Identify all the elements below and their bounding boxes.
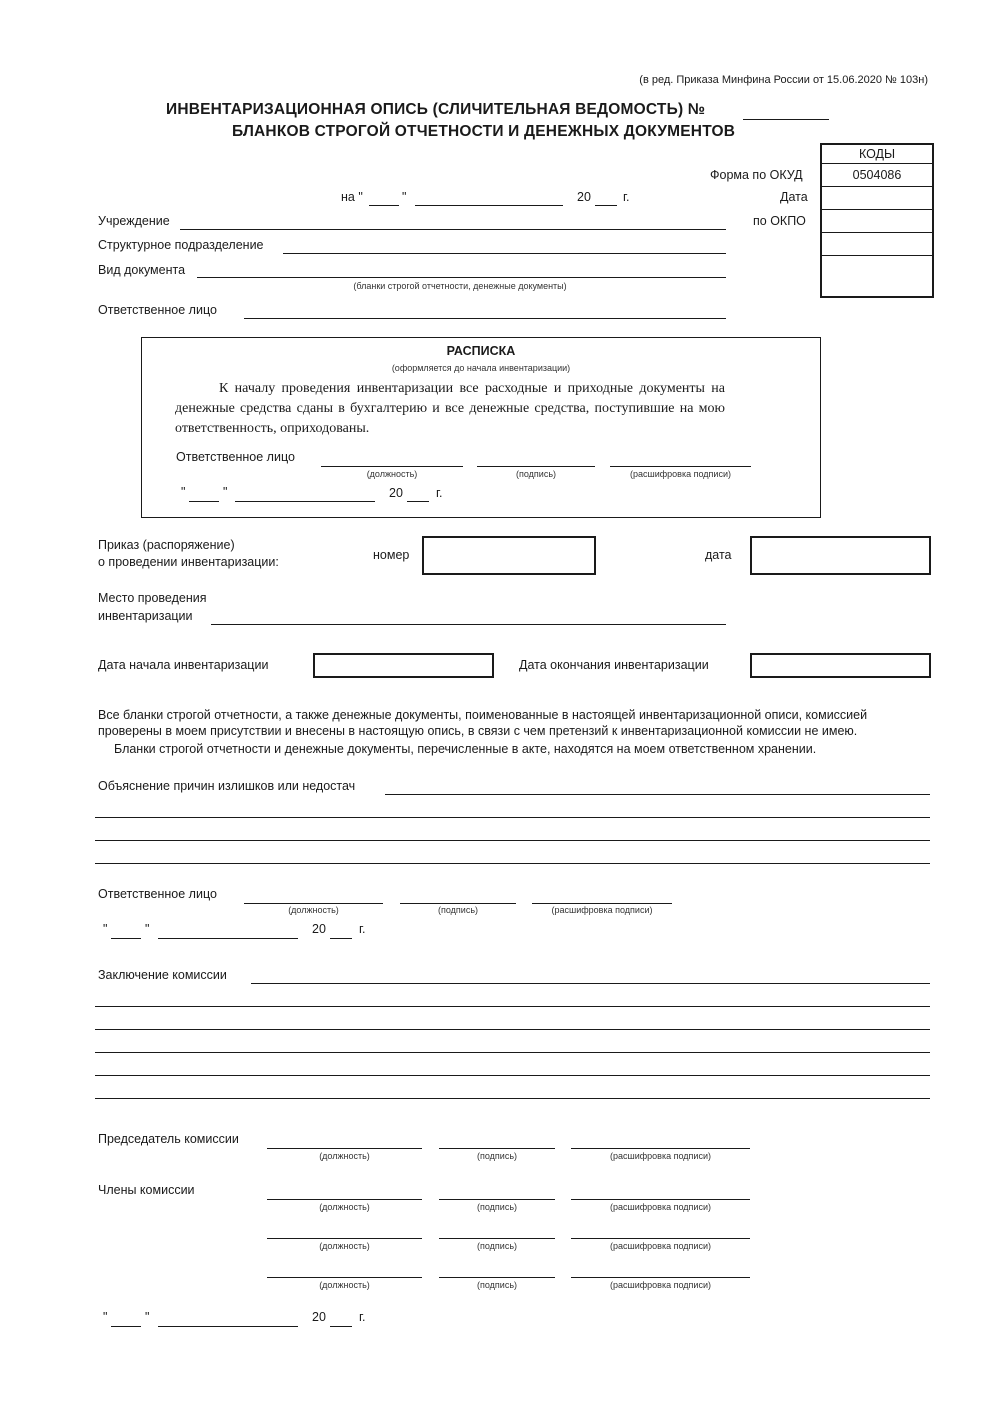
chair-signature-field[interactable]	[439, 1148, 555, 1149]
start-date-field[interactable]	[313, 653, 494, 678]
order-number-field[interactable]	[422, 536, 596, 575]
responsible2-signature-field[interactable]	[400, 903, 516, 904]
responsible2-year-suffix: г.	[359, 922, 366, 936]
statement-para1: Все бланки строгой отчетности, а также денежные документы, поименованные в настоящей инвентаризационной описи, комиссией проверены в моем присутствии и внесены в настоящую опись, в связи с чем претензий к инвентаризационной комиссии не имею.	[98, 708, 868, 738]
receipt-responsible-label: Ответственное лицо	[176, 450, 295, 464]
conclusion-field-6[interactable]	[95, 1098, 930, 1099]
edition-note: (в ред. Приказа Минфина России от 15.06.2020 № 103н)	[639, 74, 928, 86]
receipt-quote-close: "	[223, 485, 228, 499]
commission-day-field[interactable]	[111, 1326, 141, 1327]
receipt-signature-field[interactable]	[477, 466, 595, 467]
member3-signature-field[interactable]	[439, 1277, 555, 1278]
form-title-line2: БЛАНКОВ СТРОГОЙ ОТЧЕТНОСТИ И ДЕНЕЖНЫХ ДОКУМЕНТОВ	[232, 123, 736, 140]
okud-code-cell: 0504086	[822, 164, 932, 187]
explanation-field-1[interactable]	[385, 794, 930, 795]
institution-field[interactable]	[180, 229, 726, 230]
receipt-year-suffix: г.	[436, 486, 443, 500]
okpo-label: по ОКПО	[753, 214, 806, 228]
date-code-label: Дата	[780, 190, 808, 204]
codes-header: КОДЫ	[822, 145, 932, 164]
receipt-year-field[interactable]	[407, 501, 429, 502]
receipt-day-field[interactable]	[189, 501, 219, 502]
receipt-decoding-caption: (расшифровка подписи)	[630, 469, 731, 479]
member3-decoding-caption: (расшифровка подписи)	[610, 1280, 711, 1290]
date-code-cell[interactable]	[822, 187, 932, 210]
commission-month-field[interactable]	[158, 1326, 298, 1327]
end-date-field[interactable]	[750, 653, 931, 678]
extra-code-cell-2[interactable]	[822, 256, 932, 296]
responsible2-decoding-caption: (расшифровка подписи)	[551, 905, 653, 915]
member3-position-caption: (должность)	[319, 1280, 370, 1290]
date-day-field[interactable]	[369, 205, 399, 206]
member1-position-field[interactable]	[267, 1199, 422, 1200]
members-label: Члены комиссии	[98, 1183, 195, 1197]
receipt-decoding-field[interactable]	[610, 466, 751, 467]
receipt-position-field[interactable]	[321, 466, 463, 467]
commission-quote-close: "	[145, 1310, 150, 1324]
explanation-label: Объяснение причин излишков или недостач	[98, 779, 356, 793]
conclusion-label: Заключение комиссии	[98, 968, 227, 982]
commission-year-field[interactable]	[330, 1326, 352, 1327]
order-number-label: номер	[373, 548, 410, 562]
responsible2-signature-caption: (подпись)	[437, 905, 479, 915]
chair-label: Председатель комиссии	[98, 1132, 239, 1146]
responsible2-quote-close: "	[145, 922, 150, 936]
order-label-line2: о проведении инвентаризации:	[98, 555, 279, 569]
receipt-title: РАСПИСКА	[446, 344, 516, 358]
receipt-box	[141, 337, 821, 518]
doc-type-label: Вид документа	[98, 263, 186, 277]
responsible2-year-field[interactable]	[330, 938, 352, 939]
member2-signature-field[interactable]	[439, 1238, 555, 1239]
statement-para2: Бланки строгой отчетности и денежные документы, перечисленные в акте, находятся на моем ответственном хранении.	[114, 742, 817, 756]
place-label-line1: Место проведения	[98, 591, 207, 605]
chair-signature-caption: (подпись)	[476, 1151, 518, 1161]
receipt-position-caption: (должность)	[366, 469, 418, 479]
codes-table	[820, 143, 934, 298]
doc-type-hint: (бланки строгой отчетности, денежные документы)	[353, 281, 567, 291]
date-quote: "	[402, 190, 407, 204]
order-date-field[interactable]	[750, 536, 931, 575]
place-field[interactable]	[211, 624, 726, 625]
member2-position-field[interactable]	[267, 1238, 422, 1239]
subdivision-label: Структурное подразделение	[98, 238, 264, 252]
responsible2-quote-open: "	[103, 922, 108, 936]
date-year-suffix: г.	[623, 190, 630, 204]
chair-decoding-caption: (расшифровка подписи)	[610, 1151, 711, 1161]
end-date-label: Дата окончания инвентаризации	[519, 658, 709, 672]
date-month-field[interactable]	[415, 205, 563, 206]
receipt-quote-open: "	[181, 485, 186, 499]
member3-signature-caption: (подпись)	[476, 1280, 518, 1290]
institution-label: Учреждение	[98, 214, 170, 228]
conclusion-field-2[interactable]	[95, 1006, 930, 1007]
responsible2-year-prefix: 20	[312, 922, 326, 936]
okud-label: Форма по ОКУД	[710, 168, 803, 182]
responsible2-label: Ответственное лицо	[98, 887, 217, 901]
doc-type-field[interactable]	[197, 277, 726, 278]
member1-signature-field[interactable]	[439, 1199, 555, 1200]
responsible2-month-field[interactable]	[158, 938, 298, 939]
date-year-prefix: 20	[577, 190, 591, 204]
place-label-line2: инвентаризации	[98, 609, 193, 623]
okpo-code-cell[interactable]	[822, 210, 932, 233]
responsible2-decoding-field[interactable]	[532, 903, 672, 904]
date-prefix: на "	[341, 190, 363, 204]
receipt-month-field[interactable]	[235, 501, 375, 502]
member2-position-caption: (должность)	[319, 1241, 370, 1251]
member3-position-field[interactable]	[267, 1277, 422, 1278]
chair-position-caption: (должность)	[319, 1151, 370, 1161]
commission-quote-open: "	[103, 1310, 108, 1324]
start-date-label: Дата начала инвентаризации	[98, 658, 269, 672]
member1-decoding-caption: (расшифровка подписи)	[610, 1202, 711, 1212]
member2-decoding-field[interactable]	[571, 1238, 750, 1239]
explanation-field-4[interactable]	[95, 863, 930, 864]
order-date-label: дата	[705, 548, 732, 562]
responsible2-day-field[interactable]	[111, 938, 141, 939]
member3-decoding-field[interactable]	[571, 1277, 750, 1278]
extra-code-cell-1[interactable]	[822, 233, 932, 256]
conclusion-field-5[interactable]	[95, 1075, 930, 1076]
responsible2-position-field[interactable]	[244, 903, 383, 904]
explanation-field-3[interactable]	[95, 840, 930, 841]
chair-decoding-field[interactable]	[571, 1148, 750, 1149]
member1-position-caption: (должность)	[319, 1202, 370, 1212]
form-title-line1: ИНВЕНТАРИЗАЦИОННАЯ ОПИСЬ (СЛИЧИТЕЛЬНАЯ ВЕДОМОСТЬ) №	[166, 101, 706, 118]
conclusion-field-1[interactable]	[251, 983, 930, 984]
responsible-label: Ответственное лицо	[98, 303, 217, 317]
receipt-signature-caption: (подпись)	[515, 469, 557, 479]
member2-decoding-caption: (расшифровка подписи)	[610, 1241, 711, 1251]
commission-year-suffix: г.	[359, 1310, 366, 1324]
commission-year-prefix: 20	[312, 1310, 326, 1324]
chair-position-field[interactable]	[267, 1148, 422, 1149]
order-label-line1: Приказ (распоряжение)	[98, 538, 235, 552]
member1-signature-caption: (подпись)	[476, 1202, 518, 1212]
receipt-text: К началу проведения инвентаризации все расходные и приходные документы на денежные средства сданы в бухгалтерию и все денежные средства, поступившие на мою ответственность, оприходованы.	[175, 381, 725, 436]
subdivision-field[interactable]	[283, 253, 726, 254]
date-year-field[interactable]	[595, 205, 617, 206]
receipt-subtitle: (оформляется до начала инвентаризации)	[391, 363, 571, 373]
receipt-year-prefix: 20	[389, 486, 403, 500]
responsible2-position-caption: (должность)	[288, 905, 339, 915]
member2-signature-caption: (подпись)	[476, 1241, 518, 1251]
explanation-field-2[interactable]	[95, 817, 930, 818]
conclusion-field-4[interactable]	[95, 1052, 930, 1053]
conclusion-field-3[interactable]	[95, 1029, 930, 1030]
member1-decoding-field[interactable]	[571, 1199, 750, 1200]
responsible-field[interactable]	[244, 318, 726, 319]
form-number-field[interactable]	[743, 119, 829, 120]
